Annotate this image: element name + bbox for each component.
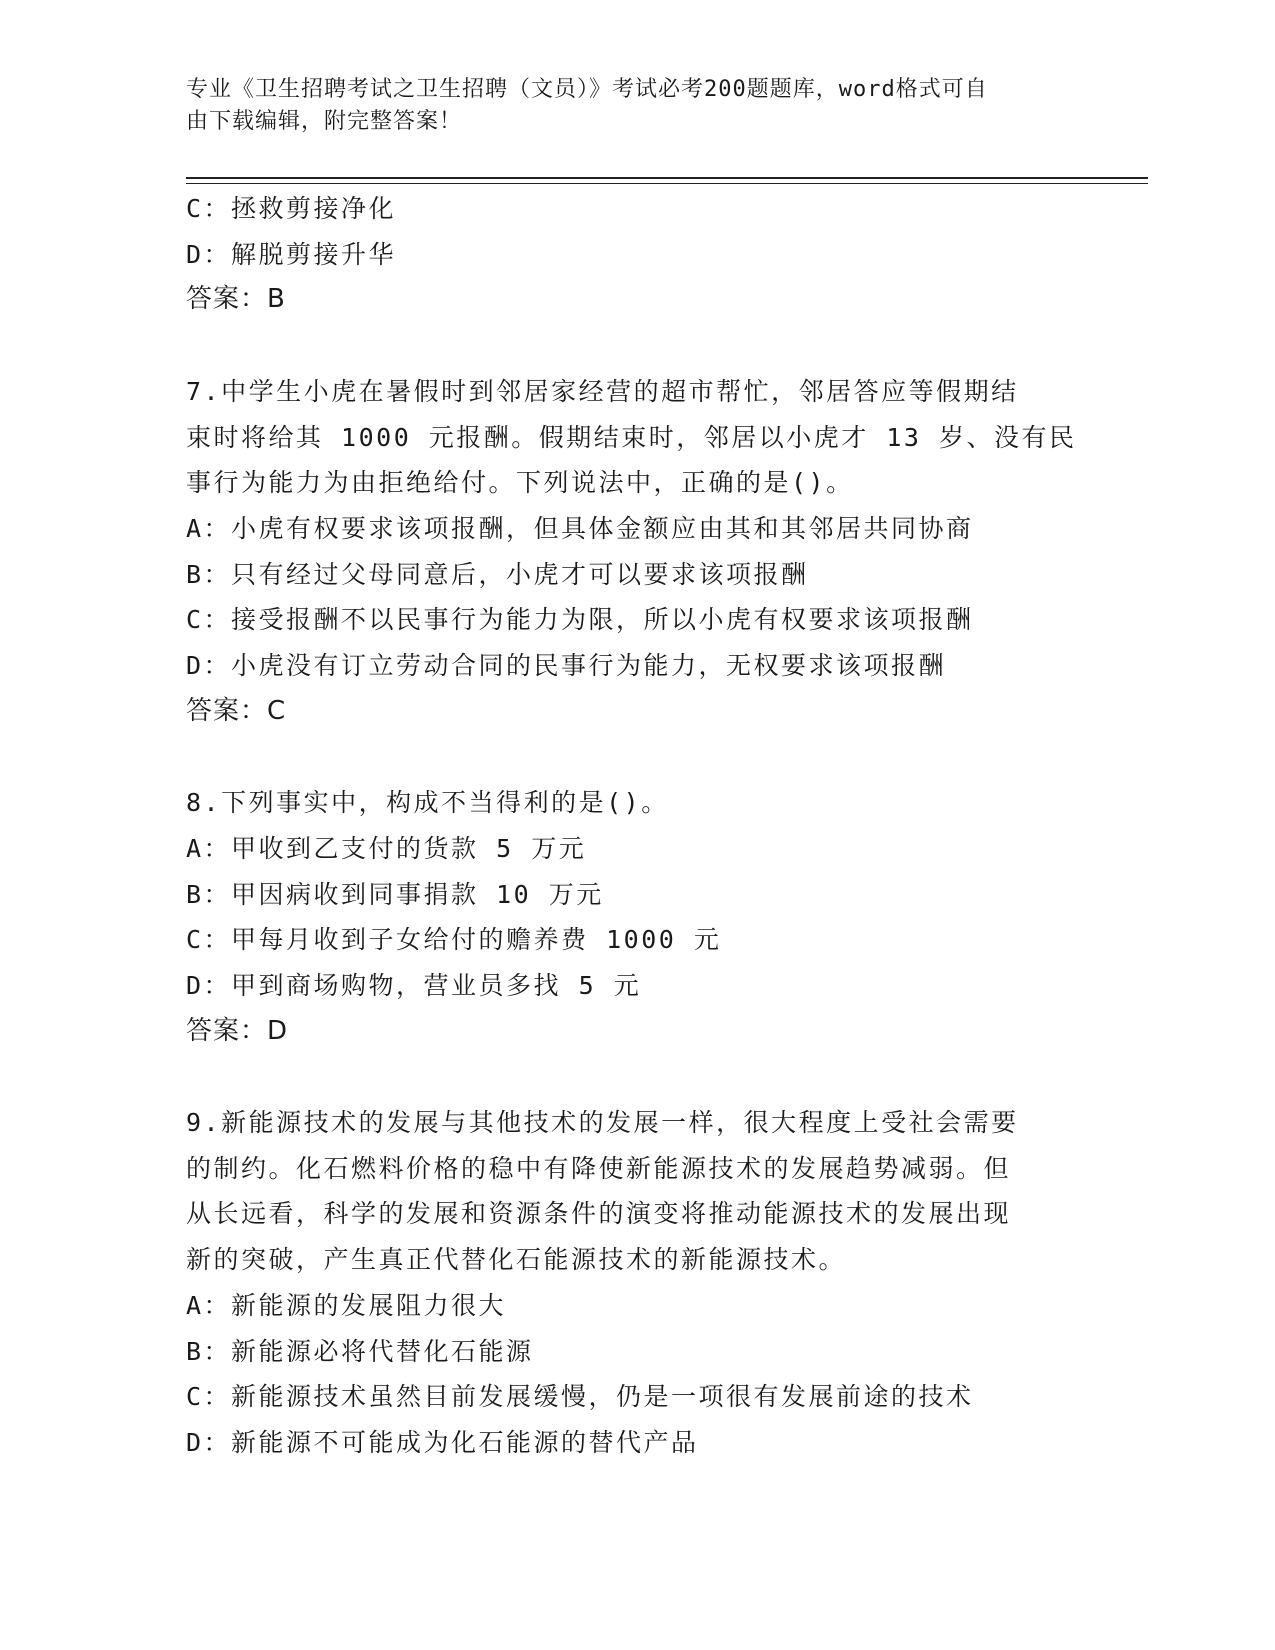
option-d: D：甲到商场购物，营业员多找 5 元 <box>186 970 642 1000</box>
question-stem-line: 8.下列事实中，构成不当得利的是()。 <box>186 788 669 818</box>
option-d: D：小虎没有订立劳动合同的民事行为能力，无权要求该项报酬 <box>186 651 947 681</box>
question-stem-line: 的制约。化石燃料价格的稳中有降使新能源技术的发展趋势减弱。但 <box>186 1153 1012 1183</box>
spacer <box>186 1054 1066 1100</box>
question-stem-line: 7.中学生小虎在暑假时到邻居家经营的超市帮忙，邻居答应等假期结 <box>186 376 1019 406</box>
question-7 <box>186 369 1077 735</box>
spacer <box>186 734 1066 780</box>
option-a: A：新能源的发展阻力很大 <box>186 1290 507 1320</box>
header-divider-thick <box>186 177 1148 179</box>
header-divider-thin <box>186 183 1148 184</box>
option-c: C：拯救剪接净化 <box>186 194 397 223</box>
question-8 <box>186 780 1066 1054</box>
option-c: C：新能源技术虽然目前发展缓慢，仍是一项很有发展前途的技术 <box>186 1382 974 1412</box>
answer: 答案：B <box>186 284 286 315</box>
option-c: C：接受报酬不以民事行为能力为限，所以小虎有权要求该项报酬 <box>186 605 974 635</box>
question-6-tail <box>186 186 1066 323</box>
option-d: D：新能源不可能成为化石能源的替代产品 <box>186 1427 699 1457</box>
option-a: A：小虎有权要求该项报酬，但具体金额应由其和其邻居共同协商 <box>186 513 974 543</box>
header-line-2: 由下载编辑，附完整答案！ <box>186 109 463 134</box>
question-stem-line: 事行为能力为由拒绝给付。下列说法中，正确的是()。 <box>186 468 854 498</box>
question-9 <box>186 1100 1066 1466</box>
answer: 答案：D <box>186 1015 289 1046</box>
question-stem-line: 从长远看，科学的发展和资源条件的演变将推动能源技术的发展出现 <box>186 1199 1012 1229</box>
option-d: D：解脱剪接升华 <box>186 239 397 269</box>
question-stem-line: 束时将给其 1000 元报酬。假期结束时，邻居以小虎才 13 岁、没有民 <box>186 422 1077 452</box>
spacer <box>186 323 1066 369</box>
document-header <box>186 74 1066 138</box>
option-a: A：甲收到乙支付的货款 5 万元 <box>186 833 587 863</box>
option-c: C：甲每月收到子女给付的赡养费 1000 元 <box>186 925 722 955</box>
header-line-1: 专业《卫生招聘考试之卫生招聘（文员）》考试必考200题题库，word格式可自 <box>186 77 988 102</box>
option-b: B：甲因病收到同事捐款 10 万元 <box>186 879 604 909</box>
option-b: B：只有经过父母同意后，小虎才可以要求该项报酬 <box>186 559 809 589</box>
question-stem-line: 新的突破，产生真正代替化石能源技术的新能源技术。 <box>186 1245 847 1275</box>
option-b: B：新能源必将代替化石能源 <box>186 1336 534 1366</box>
question-list <box>186 186 1077 1466</box>
question-stem-line: 9.新能源技术的发展与其他技术的发展一样，很大程度上受社会需要 <box>186 1108 1019 1138</box>
answer: 答案：C <box>186 695 287 726</box>
